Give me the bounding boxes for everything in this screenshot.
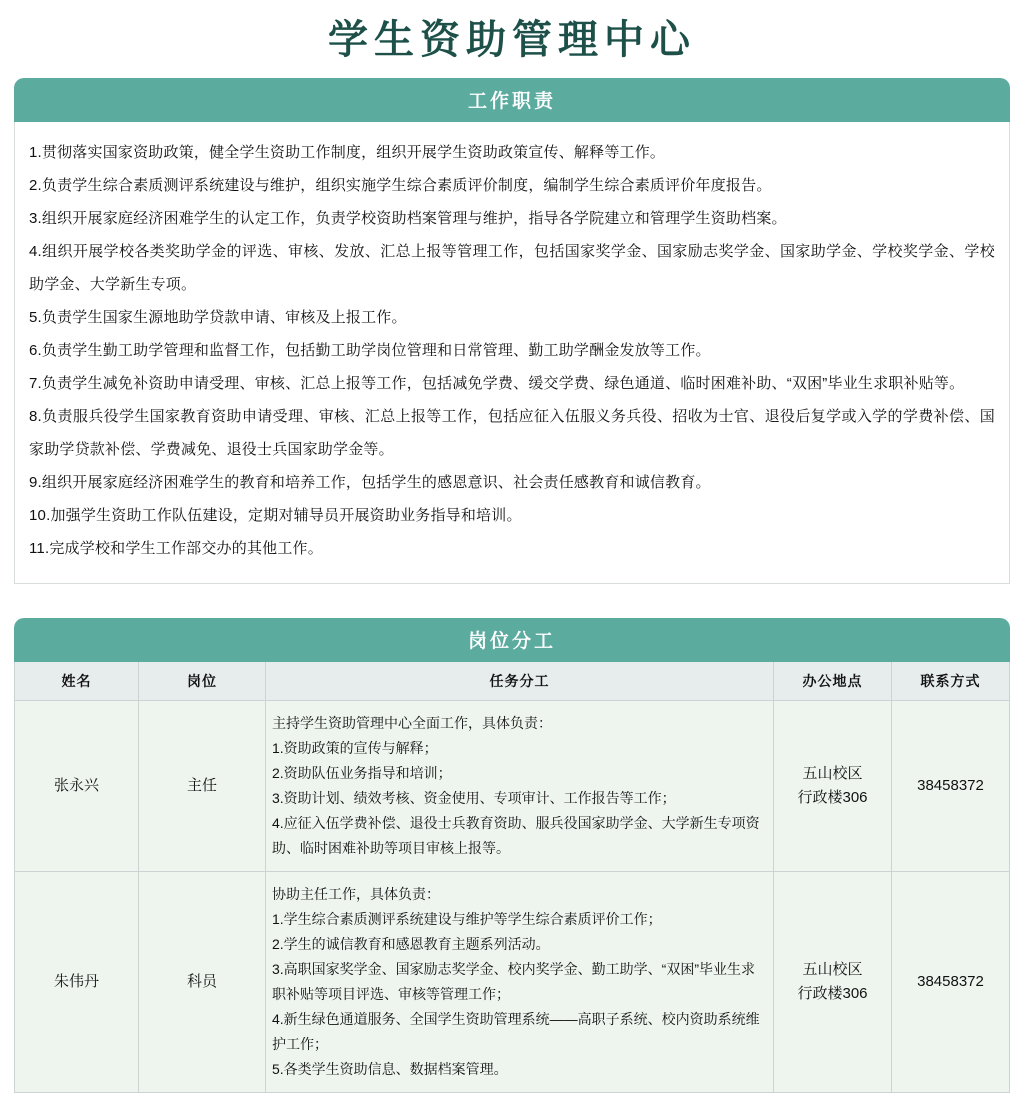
task-line-item: 3.资助计划、绩效考核、资金使用、专项审计、工作报告等工作； bbox=[272, 790, 676, 806]
duty-item: 9.组织开展家庭经济困难学生的教育和培养工作，包括学生的感恩意识、社会责任感教育和诚信教育。 bbox=[29, 474, 711, 491]
column-header-office: 办公地点 bbox=[774, 662, 892, 701]
task-line-item: 1.学生综合素质测评系统建设与维护等学生综合素质评价工作； bbox=[272, 911, 662, 927]
duties-section bbox=[14, 78, 1010, 584]
task-line-item: 1.资助政策的宣传与解释； bbox=[272, 740, 438, 756]
table-header-row bbox=[15, 662, 1010, 701]
duty-item: 10.加强学生资助工作队伍建设，定期对辅导员开展资助业务指导和培训。 bbox=[29, 507, 522, 524]
cell-task bbox=[266, 701, 774, 872]
duty-item: 8.负责服兵役学生国家教育资助申请受理、审核、汇总上报等工作，包括应征入伍服义务兵役、招收为士官、退役后复学或入学的学费补偿、国家助学贷款补偿、学费减免、退役士兵国家助学金等。 bbox=[29, 408, 995, 458]
staff-section bbox=[14, 618, 1010, 1093]
cell-contact: 38458372 bbox=[892, 872, 1010, 1093]
duty-item: 6.负责学生勤工助学管理和监督工作，包括勤工助学岗位管理和日常管理、勤工助学酬金发放等工作。 bbox=[29, 342, 711, 359]
staff-section-banner: 岗位分工 bbox=[14, 618, 1010, 662]
duty-item: 3.组织开展家庭经济困难学生的认定工作，负责学校资助档案管理与维护，指导各学院建立和管理学生资助档案。 bbox=[29, 210, 787, 227]
duty-item: 4.组织开展学校各类奖助学金的评选、审核、发放、汇总上报等管理工作，包括国家奖学金、国家励志奖学金、国家助学金、学校奖学金、学校助学金、大学新生专项。 bbox=[29, 243, 995, 293]
table-row bbox=[15, 872, 1010, 1093]
task-line-item: 2.学生的诚信教育和感恩教育主题系列活动。 bbox=[272, 936, 550, 952]
office-campus: 五山校区 bbox=[802, 765, 863, 782]
office-campus: 五山校区 bbox=[802, 961, 863, 978]
table-row bbox=[15, 701, 1010, 872]
task-line-item: 4.应征入伍学费补偿、退役士兵教育资助、服兵役国家助学金、大学新生专项资助、临时困难补助等项目审核上报等。 bbox=[272, 815, 760, 856]
column-header-post: 岗位 bbox=[139, 662, 266, 701]
cell-office bbox=[774, 701, 892, 872]
duty-item: 7.负责学生减免补资助申请受理、审核、汇总上报等工作，包括减免学费、缓交学费、绿色通道、临时困难补助、“双困”毕业生求职补贴等。 bbox=[29, 375, 965, 392]
staff-table bbox=[14, 662, 1010, 1093]
task-line-item: 4.新生绿色通道服务、全国学生资助管理系统——高职子系统、校内资助系统维护工作； bbox=[272, 1011, 760, 1052]
duty-item: 11.完成学校和学生工作部交办的其他工作。 bbox=[29, 540, 323, 557]
task-line-item: 2.资助队伍业务指导和培训； bbox=[272, 765, 452, 781]
office-building: 行政楼306 bbox=[797, 985, 868, 1002]
task-heading: 协助主任工作，具体负责： bbox=[272, 886, 440, 902]
cell-name: 朱伟丹 bbox=[15, 872, 139, 1093]
duties-card bbox=[14, 122, 1010, 584]
duties-list bbox=[29, 136, 995, 565]
task-heading: 主持学生资助管理中心全面工作，具体负责： bbox=[272, 715, 552, 731]
column-header-name: 姓名 bbox=[15, 662, 139, 701]
task-line-item: 3.高职国家奖学金、国家励志奖学金、校内奖学金、勤工助学、“双困”毕业生求职补贴等项目评选、审核等管理工作； bbox=[272, 961, 755, 1002]
cell-office bbox=[774, 872, 892, 1093]
column-header-task: 任务分工 bbox=[266, 662, 774, 701]
duty-item: 5.负责学生国家生源地助学贷款申请、审核及上报工作。 bbox=[29, 309, 407, 326]
duties-section-banner: 工作职责 bbox=[14, 78, 1010, 122]
cell-post: 主任 bbox=[139, 701, 266, 872]
task-line-item: 5.各类学生资助信息、数据档案管理。 bbox=[272, 1061, 508, 1077]
duty-item: 1.贯彻落实国家资助政策，健全学生资助工作制度，组织开展学生资助政策宣传、解释等工作。 bbox=[29, 144, 666, 161]
page-title: 学生资助管理中心 bbox=[328, 17, 696, 63]
cell-post: 科员 bbox=[139, 872, 266, 1093]
column-header-contact: 联系方式 bbox=[892, 662, 1010, 701]
office-building: 行政楼306 bbox=[797, 789, 868, 806]
cell-task bbox=[266, 872, 774, 1093]
cell-name: 张永兴 bbox=[15, 701, 139, 872]
cell-contact: 38458372 bbox=[892, 701, 1010, 872]
duty-item: 2.负责学生综合素质测评系统建设与维护，组织实施学生综合素质评价制度，编制学生综合素质评价年度报告。 bbox=[29, 177, 772, 194]
